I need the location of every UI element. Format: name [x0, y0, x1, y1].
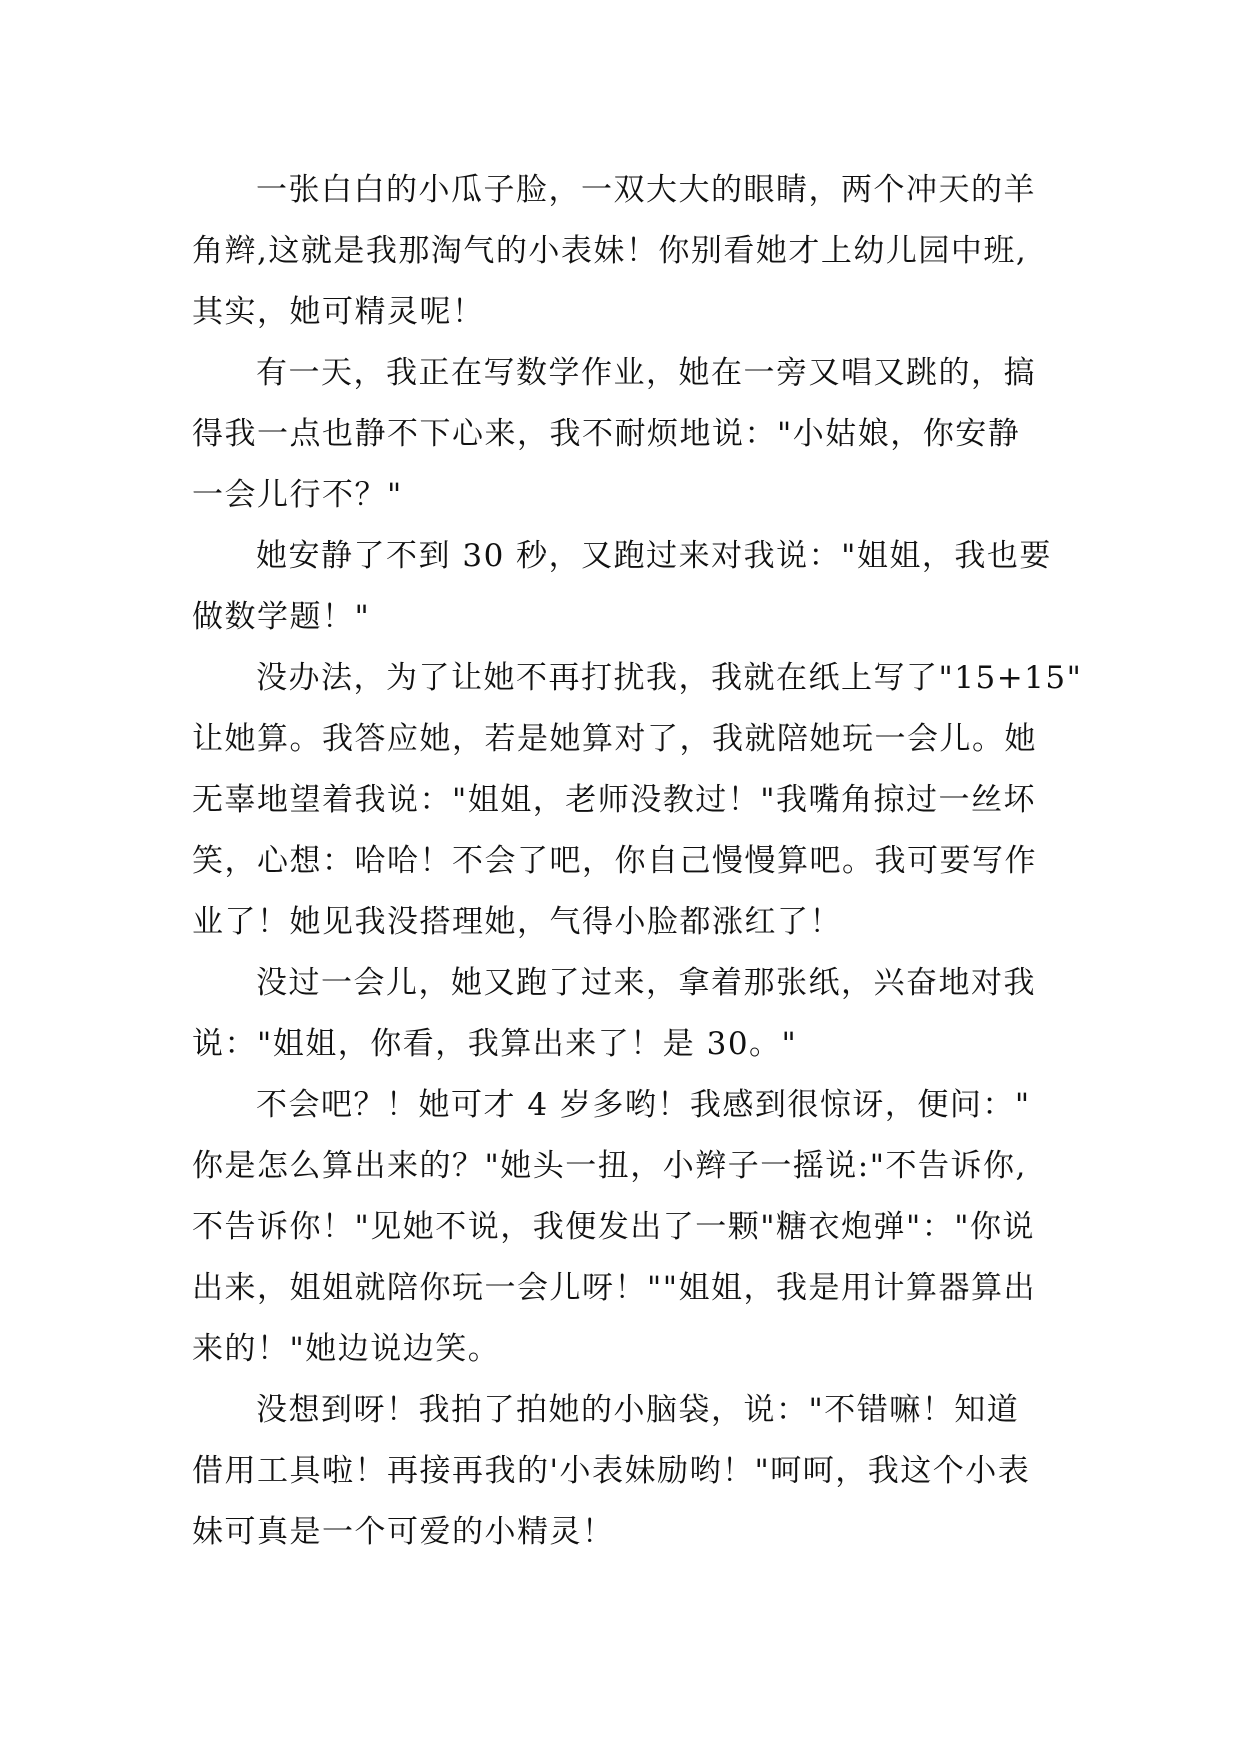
text-line: 业了！她见我没搭理她，气得小脸都涨红了！: [192, 904, 842, 940]
text-line: 没想到呀！我拍了拍她的小脑袋，说："不错嘛！知道: [256, 1392, 1020, 1428]
text-line: 不告诉你！"见她不说，我便发出了一颗"糖衣炮弹"："你说: [192, 1209, 1036, 1245]
paragraph-3: [192, 526, 1092, 648]
text-line: 她安静了不到 30 秒，又跑过来对我说："姐姐，我也要: [256, 538, 1052, 574]
text-line: 一会儿行不？": [192, 477, 403, 513]
text-line: 其实，她可精灵呢！: [192, 294, 485, 330]
text-line: 借用工具啦！再接再我的'小表妹励哟！"呵呵，我这个小表: [192, 1453, 1031, 1489]
text-line: 没办法，为了让她不再打扰我，我就在纸上写了"15+15": [256, 660, 1083, 696]
paragraph-6: [192, 1075, 1092, 1380]
text-line: 说："姐姐，你看，我算出来了！是 30。": [192, 1026, 798, 1062]
text-line: 让她算。我答应她，若是她算对了，我就陪她玩一会儿。她: [192, 721, 1037, 757]
document-body: [192, 160, 1092, 1563]
text-line: 来的！"她边说边笑。: [192, 1331, 501, 1367]
text-line: 不会吧？！她可才 4 岁多哟！我感到很惊讶，便问：": [256, 1087, 1031, 1123]
text-line: 一张白白的小瓜子脸，一双大大的眼睛，两个冲天的羊: [256, 172, 1036, 208]
paragraph-1: [192, 160, 1092, 343]
text-line: 角辫,这就是我那淘气的小表妹！你别看她才上幼儿园中班,: [192, 233, 1028, 269]
text-line: 做数学题！": [192, 599, 371, 635]
text-line: 有一天，我正在写数学作业，她在一旁又唱又跳的，搞: [256, 355, 1036, 391]
text-line: 无辜地望着我说："姐姐，老师没教过！"我嘴角掠过一丝坏: [192, 782, 1037, 818]
text-line: 得我一点也静不下心来，我不耐烦地说："小姑娘，你安静: [192, 416, 1021, 452]
text-line: 妹可真是一个可爱的小精灵！: [192, 1514, 615, 1550]
text-line: 笑，心想：哈哈！不会了吧，你自己慢慢算吧。我可要写作: [192, 843, 1037, 879]
paragraph-4: [192, 648, 1092, 953]
paragraph-2: [192, 343, 1092, 526]
text-line: 你是怎么算出来的？"她头一扭，小辫子一摇说:"不告诉你,: [192, 1148, 1027, 1184]
text-line: 没过一会儿，她又跑了过来，拿着那张纸，兴奋地对我: [256, 965, 1036, 1001]
paragraph-7: [192, 1380, 1092, 1563]
text-line: 出来，姐姐就陪你玩一会儿呀！""姐姐，我是用计算器算出: [192, 1270, 1037, 1306]
paragraph-5: [192, 953, 1092, 1075]
